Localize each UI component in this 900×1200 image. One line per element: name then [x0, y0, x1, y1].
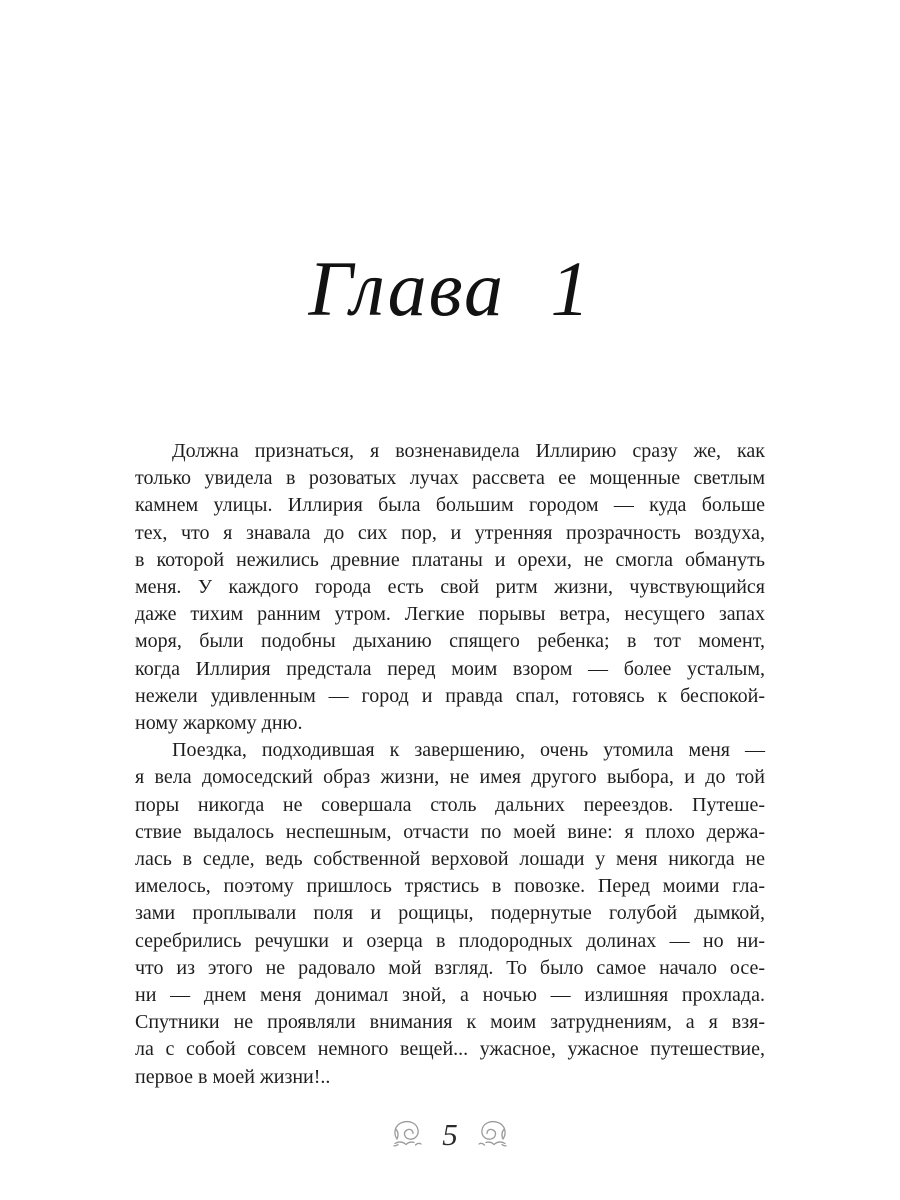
text-line: первое в моей жизни!..	[135, 1065, 331, 1088]
text-line: ному жаркому дню.	[135, 712, 303, 735]
text-line: ни — днем меня донимал зной, а ночью — излишняя прохлада.	[135, 984, 765, 1007]
text-line: камнем улицы. Иллирия была большим городом — куда больше	[135, 494, 765, 517]
text-line: зами проплывали поля и рощицы, подернутые голубой дымкой,	[135, 902, 765, 925]
body-text	[135, 438, 765, 1091]
text-line: поры никогда не совершала столь дальних переездов. Путеше-	[135, 793, 765, 816]
text-line: ла с собой совсем немного вещей... ужасное, ужасное путешествие,	[135, 1038, 765, 1061]
text-line: только увидела в розоватых лучах рассвета ее мощенные светлым	[135, 467, 765, 490]
page-number: 5	[442, 1116, 458, 1152]
text-line: я вела домоседский образ жизни, не имея другого выбора, и до той	[135, 766, 765, 789]
chapter-title: Глава 1	[308, 245, 592, 332]
text-line: моря, были подобны дыханию спящего ребенка; в тот момент,	[135, 630, 765, 653]
text-line: ствие выдалось неспешным, отчасти по моей вине: я плохо держа-	[135, 820, 765, 843]
text-line: даже тихим ранним утром. Легкие порывы ветра, несущего запах	[135, 603, 765, 626]
text-line: нежели удивленным — город и правда спал, готовясь к беспокой-	[135, 684, 765, 707]
text-line: когда Иллирия предстала перед моим взором — более усталым,	[135, 657, 765, 680]
page-footer	[0, 1114, 900, 1154]
flourish-ornament-left-icon	[391, 1120, 424, 1148]
text-line: лась в седле, ведь собственной верховой лошади у меня никогда не	[135, 848, 765, 871]
paragraph	[135, 737, 765, 1091]
text-line: меня. У каждого города есть свой ритм жизни, чувствующийся	[135, 576, 765, 599]
paragraph	[135, 438, 765, 737]
text-line: серебрились речушки и озерца в плодородных долинах — но ни-	[135, 929, 765, 952]
text-line: Спутники не проявляли внимания к моим затруднениям, а я взя-	[135, 1011, 765, 1034]
text-line: тех, что я знавала до сих пор, и утренняя прозрачность воздуха,	[135, 521, 765, 544]
text-line: имелось, поэтому пришлось трястись в повозке. Перед моими гла-	[135, 875, 765, 898]
text-line: в которой нежились древние платаны и орехи, не смогла обмануть	[135, 548, 765, 571]
flourish-ornament-right-icon	[476, 1120, 509, 1148]
text-line: что из этого не радовало мой взгляд. То было самое начало осе-	[135, 956, 765, 979]
text-line: Должна признаться, я возненавидела Иллирию сразу же, как	[172, 440, 765, 462]
text-line: Поездка, подходившая к завершению, очень утомила меня —	[172, 739, 765, 762]
